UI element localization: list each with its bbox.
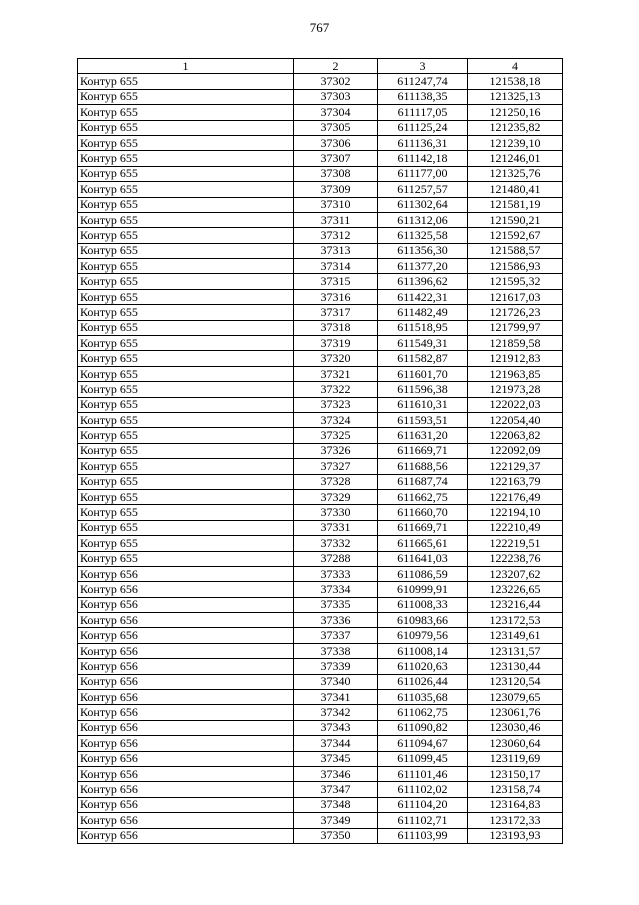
y-coordinate-cell: 121726,23 bbox=[468, 305, 563, 320]
y-coordinate-cell: 121586,93 bbox=[468, 259, 563, 274]
x-coordinate-cell: 611035,68 bbox=[378, 690, 468, 705]
point-number-cell: 37306 bbox=[294, 135, 378, 150]
y-coordinate-cell: 121250,16 bbox=[468, 105, 563, 120]
x-coordinate-cell: 611601,70 bbox=[378, 366, 468, 381]
x-coordinate-cell: 611247,74 bbox=[378, 74, 468, 89]
contour-name-cell: Контур 655 bbox=[78, 166, 294, 181]
point-number-cell: 37333 bbox=[294, 566, 378, 581]
point-number-cell: 37304 bbox=[294, 105, 378, 120]
table-row bbox=[78, 566, 563, 581]
x-coordinate-cell: 611136,31 bbox=[378, 135, 468, 150]
y-coordinate-cell: 122092,09 bbox=[468, 443, 563, 458]
x-coordinate-cell: 611094,67 bbox=[378, 736, 468, 751]
point-number-cell: 37329 bbox=[294, 489, 378, 504]
x-coordinate-cell: 611090,82 bbox=[378, 720, 468, 735]
y-coordinate-cell: 123193,93 bbox=[468, 828, 563, 843]
x-coordinate-cell: 611356,30 bbox=[378, 243, 468, 258]
table-row bbox=[78, 674, 563, 689]
point-number-cell: 37323 bbox=[294, 397, 378, 412]
contour-name-cell: Контур 656 bbox=[78, 643, 294, 658]
table-row bbox=[78, 397, 563, 412]
table-row bbox=[78, 428, 563, 443]
contour-name-cell: Контур 655 bbox=[78, 274, 294, 289]
contour-name-cell: Контур 655 bbox=[78, 382, 294, 397]
table-row bbox=[78, 474, 563, 489]
contour-name-cell: Контур 655 bbox=[78, 351, 294, 366]
x-coordinate-cell: 611660,70 bbox=[378, 505, 468, 520]
point-number-cell: 37347 bbox=[294, 782, 378, 797]
point-number-cell: 37327 bbox=[294, 459, 378, 474]
y-coordinate-cell: 121235,82 bbox=[468, 120, 563, 135]
point-number-cell: 37307 bbox=[294, 151, 378, 166]
contour-name-cell: Контур 655 bbox=[78, 520, 294, 535]
contour-name-cell: Контур 656 bbox=[78, 813, 294, 828]
point-number-cell: 37316 bbox=[294, 289, 378, 304]
y-coordinate-cell: 123172,53 bbox=[468, 613, 563, 628]
y-coordinate-cell: 121912,83 bbox=[468, 351, 563, 366]
point-number-cell: 37311 bbox=[294, 212, 378, 227]
point-number-cell: 37313 bbox=[294, 243, 378, 258]
y-coordinate-cell: 121325,76 bbox=[468, 166, 563, 181]
point-number-cell: 37321 bbox=[294, 366, 378, 381]
table-row bbox=[78, 505, 563, 520]
point-number-cell: 37314 bbox=[294, 259, 378, 274]
table-row bbox=[78, 659, 563, 674]
table-row bbox=[78, 212, 563, 227]
x-coordinate-cell: 611142,18 bbox=[378, 151, 468, 166]
table-row bbox=[78, 74, 563, 89]
contour-name-cell: Контур 655 bbox=[78, 182, 294, 197]
column-header-1: 1 bbox=[78, 59, 294, 74]
y-coordinate-cell: 122054,40 bbox=[468, 412, 563, 427]
x-coordinate-cell: 610979,56 bbox=[378, 628, 468, 643]
y-coordinate-cell: 121799,97 bbox=[468, 320, 563, 335]
point-number-cell: 37312 bbox=[294, 228, 378, 243]
contour-name-cell: Контур 656 bbox=[78, 736, 294, 751]
x-coordinate-cell: 611422,31 bbox=[378, 289, 468, 304]
x-coordinate-cell: 611482,49 bbox=[378, 305, 468, 320]
x-coordinate-cell: 611257,57 bbox=[378, 182, 468, 197]
contour-name-cell: Контур 656 bbox=[78, 751, 294, 766]
contour-name-cell: Контур 655 bbox=[78, 120, 294, 135]
y-coordinate-cell: 121588,57 bbox=[468, 243, 563, 258]
table-row bbox=[78, 720, 563, 735]
y-coordinate-cell: 123079,65 bbox=[468, 690, 563, 705]
table-row bbox=[78, 643, 563, 658]
table-row bbox=[78, 120, 563, 135]
point-number-cell: 37324 bbox=[294, 412, 378, 427]
y-coordinate-cell: 121538,18 bbox=[468, 74, 563, 89]
contour-name-cell: Контур 656 bbox=[78, 797, 294, 812]
y-coordinate-cell: 123030,46 bbox=[468, 720, 563, 735]
contour-name-cell: Контур 655 bbox=[78, 74, 294, 89]
table-row bbox=[78, 382, 563, 397]
point-number-cell: 37340 bbox=[294, 674, 378, 689]
point-number-cell: 37309 bbox=[294, 182, 378, 197]
table-row bbox=[78, 105, 563, 120]
table-row bbox=[78, 782, 563, 797]
table-row bbox=[78, 243, 563, 258]
table-body bbox=[78, 74, 563, 844]
table-row bbox=[78, 228, 563, 243]
point-number-cell: 37338 bbox=[294, 643, 378, 658]
table-row bbox=[78, 89, 563, 104]
x-coordinate-cell: 610983,66 bbox=[378, 613, 468, 628]
x-coordinate-cell: 611641,03 bbox=[378, 551, 468, 566]
y-coordinate-cell: 121480,41 bbox=[468, 182, 563, 197]
y-coordinate-cell: 123149,61 bbox=[468, 628, 563, 643]
table-row bbox=[78, 336, 563, 351]
x-coordinate-cell: 611086,59 bbox=[378, 566, 468, 581]
contour-name-cell: Контур 655 bbox=[78, 135, 294, 150]
contour-name-cell: Контур 656 bbox=[78, 828, 294, 843]
point-number-cell: 37342 bbox=[294, 705, 378, 720]
y-coordinate-cell: 123158,74 bbox=[468, 782, 563, 797]
table-row bbox=[78, 135, 563, 150]
table-row bbox=[78, 412, 563, 427]
table-row bbox=[78, 443, 563, 458]
point-number-cell: 37339 bbox=[294, 659, 378, 674]
point-number-cell: 37335 bbox=[294, 597, 378, 612]
contour-name-cell: Контур 655 bbox=[78, 89, 294, 104]
x-coordinate-cell: 611665,61 bbox=[378, 536, 468, 551]
point-number-cell: 37318 bbox=[294, 320, 378, 335]
contour-name-cell: Контур 656 bbox=[78, 628, 294, 643]
x-coordinate-cell: 611026,44 bbox=[378, 674, 468, 689]
table-row bbox=[78, 797, 563, 812]
y-coordinate-cell: 122022,03 bbox=[468, 397, 563, 412]
y-coordinate-cell: 122219,51 bbox=[468, 536, 563, 551]
y-coordinate-cell: 122238,76 bbox=[468, 551, 563, 566]
point-number-cell: 37344 bbox=[294, 736, 378, 751]
y-coordinate-cell: 121239,10 bbox=[468, 135, 563, 150]
x-coordinate-cell: 611396,62 bbox=[378, 274, 468, 289]
y-coordinate-cell: 121859,58 bbox=[468, 336, 563, 351]
contour-name-cell: Контур 656 bbox=[78, 766, 294, 781]
contour-name-cell: Контур 655 bbox=[78, 336, 294, 351]
y-coordinate-cell: 121963,85 bbox=[468, 366, 563, 381]
point-number-cell: 37288 bbox=[294, 551, 378, 566]
contour-name-cell: Контур 655 bbox=[78, 397, 294, 412]
point-number-cell: 37345 bbox=[294, 751, 378, 766]
table-row bbox=[78, 489, 563, 504]
table-row bbox=[78, 690, 563, 705]
point-number-cell: 37337 bbox=[294, 628, 378, 643]
y-coordinate-cell: 121246,01 bbox=[468, 151, 563, 166]
y-coordinate-cell: 122163,79 bbox=[468, 474, 563, 489]
point-number-cell: 37328 bbox=[294, 474, 378, 489]
y-coordinate-cell: 121617,03 bbox=[468, 289, 563, 304]
y-coordinate-cell: 123120,54 bbox=[468, 674, 563, 689]
contour-name-cell: Контур 655 bbox=[78, 443, 294, 458]
column-header-4: 4 bbox=[468, 59, 563, 74]
point-number-cell: 37317 bbox=[294, 305, 378, 320]
point-number-cell: 37332 bbox=[294, 536, 378, 551]
x-coordinate-cell: 611117,05 bbox=[378, 105, 468, 120]
table-row bbox=[78, 366, 563, 381]
y-coordinate-cell: 123207,62 bbox=[468, 566, 563, 581]
point-number-cell: 37310 bbox=[294, 197, 378, 212]
y-coordinate-cell: 123131,57 bbox=[468, 643, 563, 658]
y-coordinate-cell: 123216,44 bbox=[468, 597, 563, 612]
y-coordinate-cell: 122194,10 bbox=[468, 505, 563, 520]
y-coordinate-cell: 123226,65 bbox=[468, 582, 563, 597]
y-coordinate-cell: 121325,13 bbox=[468, 89, 563, 104]
table-row bbox=[78, 628, 563, 643]
table-row bbox=[78, 813, 563, 828]
table-row bbox=[78, 289, 563, 304]
contour-name-cell: Контур 655 bbox=[78, 536, 294, 551]
contour-name-cell: Контур 655 bbox=[78, 366, 294, 381]
y-coordinate-cell: 123061,76 bbox=[468, 705, 563, 720]
x-coordinate-cell: 611138,35 bbox=[378, 89, 468, 104]
point-number-cell: 37315 bbox=[294, 274, 378, 289]
point-number-cell: 37325 bbox=[294, 428, 378, 443]
x-coordinate-cell: 611177,00 bbox=[378, 166, 468, 181]
contour-name-cell: Контур 656 bbox=[78, 674, 294, 689]
x-coordinate-cell: 611125,24 bbox=[378, 120, 468, 135]
point-number-cell: 37349 bbox=[294, 813, 378, 828]
contour-name-cell: Контур 655 bbox=[78, 228, 294, 243]
contour-name-cell: Контур 655 bbox=[78, 212, 294, 227]
point-number-cell: 37341 bbox=[294, 690, 378, 705]
point-number-cell: 37308 bbox=[294, 166, 378, 181]
y-coordinate-cell: 121581,19 bbox=[468, 197, 563, 212]
y-coordinate-cell: 123164,83 bbox=[468, 797, 563, 812]
page-number: 767 bbox=[309, 20, 330, 35]
x-coordinate-cell: 611688,56 bbox=[378, 459, 468, 474]
x-coordinate-cell: 611662,75 bbox=[378, 489, 468, 504]
x-coordinate-cell: 611312,06 bbox=[378, 212, 468, 227]
table-row bbox=[78, 351, 563, 366]
contour-name-cell: Контур 655 bbox=[78, 197, 294, 212]
x-coordinate-cell: 611062,75 bbox=[378, 705, 468, 720]
point-number-cell: 37326 bbox=[294, 443, 378, 458]
y-coordinate-cell: 123150,17 bbox=[468, 766, 563, 781]
table-row bbox=[78, 582, 563, 597]
contour-name-cell: Контур 655 bbox=[78, 243, 294, 258]
x-coordinate-cell: 611103,99 bbox=[378, 828, 468, 843]
contour-name-cell: Контур 655 bbox=[78, 320, 294, 335]
table-row bbox=[78, 166, 563, 181]
y-coordinate-cell: 121973,28 bbox=[468, 382, 563, 397]
x-coordinate-cell: 611377,20 bbox=[378, 259, 468, 274]
contour-name-cell: Контур 655 bbox=[78, 289, 294, 304]
contour-name-cell: Контур 656 bbox=[78, 720, 294, 735]
x-coordinate-cell: 611020,63 bbox=[378, 659, 468, 674]
x-coordinate-cell: 611102,02 bbox=[378, 782, 468, 797]
y-coordinate-cell: 123172,33 bbox=[468, 813, 563, 828]
contour-name-cell: Контур 655 bbox=[78, 305, 294, 320]
y-coordinate-cell: 122063,82 bbox=[468, 428, 563, 443]
contour-name-cell: Контур 655 bbox=[78, 551, 294, 566]
table-row bbox=[78, 828, 563, 843]
y-coordinate-cell: 122176,49 bbox=[468, 489, 563, 504]
table-row bbox=[78, 520, 563, 535]
x-coordinate-cell: 611582,87 bbox=[378, 351, 468, 366]
point-number-cell: 37322 bbox=[294, 382, 378, 397]
x-coordinate-cell: 611610,31 bbox=[378, 397, 468, 412]
contour-name-cell: Контур 655 bbox=[78, 505, 294, 520]
table-row bbox=[78, 766, 563, 781]
x-coordinate-cell: 611102,71 bbox=[378, 813, 468, 828]
table-row bbox=[78, 320, 563, 335]
point-number-cell: 37319 bbox=[294, 336, 378, 351]
table-row bbox=[78, 182, 563, 197]
point-number-cell: 37302 bbox=[294, 74, 378, 89]
column-header-3: 3 bbox=[378, 59, 468, 74]
contour-name-cell: Контур 656 bbox=[78, 613, 294, 628]
x-coordinate-cell: 611596,38 bbox=[378, 382, 468, 397]
x-coordinate-cell: 611549,31 bbox=[378, 336, 468, 351]
contour-name-cell: Контур 656 bbox=[78, 705, 294, 720]
x-coordinate-cell: 611008,14 bbox=[378, 643, 468, 658]
contour-name-cell: Контур 655 bbox=[78, 259, 294, 274]
table-row bbox=[78, 736, 563, 751]
contour-name-cell: Контур 656 bbox=[78, 597, 294, 612]
point-number-cell: 37336 bbox=[294, 613, 378, 628]
point-number-cell: 37330 bbox=[294, 505, 378, 520]
table-row bbox=[78, 705, 563, 720]
contour-name-cell: Контур 655 bbox=[78, 459, 294, 474]
table-row bbox=[78, 197, 563, 212]
x-coordinate-cell: 611008,33 bbox=[378, 597, 468, 612]
column-header-2: 2 bbox=[294, 59, 378, 74]
x-coordinate-cell: 611104,20 bbox=[378, 797, 468, 812]
y-coordinate-cell: 121595,32 bbox=[468, 274, 563, 289]
point-number-cell: 37331 bbox=[294, 520, 378, 535]
table-row bbox=[78, 274, 563, 289]
y-coordinate-cell: 123119,69 bbox=[468, 751, 563, 766]
x-coordinate-cell: 611101,46 bbox=[378, 766, 468, 781]
x-coordinate-cell: 611631,20 bbox=[378, 428, 468, 443]
x-coordinate-cell: 610999,91 bbox=[378, 582, 468, 597]
contour-name-cell: Контур 656 bbox=[78, 566, 294, 581]
x-coordinate-cell: 611518,95 bbox=[378, 320, 468, 335]
x-coordinate-cell: 611669,71 bbox=[378, 443, 468, 458]
x-coordinate-cell: 611099,45 bbox=[378, 751, 468, 766]
y-coordinate-cell: 121590,21 bbox=[468, 212, 563, 227]
point-number-cell: 37303 bbox=[294, 89, 378, 104]
table-row bbox=[78, 597, 563, 612]
point-number-cell: 37346 bbox=[294, 766, 378, 781]
x-coordinate-cell: 611325,58 bbox=[378, 228, 468, 243]
point-number-cell: 37350 bbox=[294, 828, 378, 843]
x-coordinate-cell: 611302,64 bbox=[378, 197, 468, 212]
contour-name-cell: Контур 656 bbox=[78, 690, 294, 705]
point-number-cell: 37334 bbox=[294, 582, 378, 597]
table-row bbox=[78, 259, 563, 274]
point-number-cell: 37343 bbox=[294, 720, 378, 735]
contour-name-cell: Контур 656 bbox=[78, 659, 294, 674]
x-coordinate-cell: 611593,51 bbox=[378, 412, 468, 427]
table-row bbox=[78, 536, 563, 551]
table-row bbox=[78, 151, 563, 166]
contour-name-cell: Контур 656 bbox=[78, 782, 294, 797]
y-coordinate-cell: 122210,49 bbox=[468, 520, 563, 535]
contour-name-cell: Контур 656 bbox=[78, 582, 294, 597]
x-coordinate-cell: 611687,74 bbox=[378, 474, 468, 489]
table-row bbox=[78, 551, 563, 566]
y-coordinate-cell: 123130,44 bbox=[468, 659, 563, 674]
point-number-cell: 37348 bbox=[294, 797, 378, 812]
contour-name-cell: Контур 655 bbox=[78, 474, 294, 489]
contour-name-cell: Контур 655 bbox=[78, 105, 294, 120]
table-header-row bbox=[78, 59, 563, 74]
coordinates-table bbox=[77, 58, 563, 844]
contour-name-cell: Контур 655 bbox=[78, 412, 294, 427]
point-number-cell: 37305 bbox=[294, 120, 378, 135]
y-coordinate-cell: 123060,64 bbox=[468, 736, 563, 751]
contour-name-cell: Контур 655 bbox=[78, 151, 294, 166]
contour-name-cell: Контур 655 bbox=[78, 489, 294, 504]
contour-name-cell: Контур 655 bbox=[78, 428, 294, 443]
y-coordinate-cell: 122129,37 bbox=[468, 459, 563, 474]
table-row bbox=[78, 613, 563, 628]
table-row bbox=[78, 751, 563, 766]
x-coordinate-cell: 611669,71 bbox=[378, 520, 468, 535]
table-row bbox=[78, 459, 563, 474]
point-number-cell: 37320 bbox=[294, 351, 378, 366]
y-coordinate-cell: 121592,67 bbox=[468, 228, 563, 243]
table-row bbox=[78, 305, 563, 320]
